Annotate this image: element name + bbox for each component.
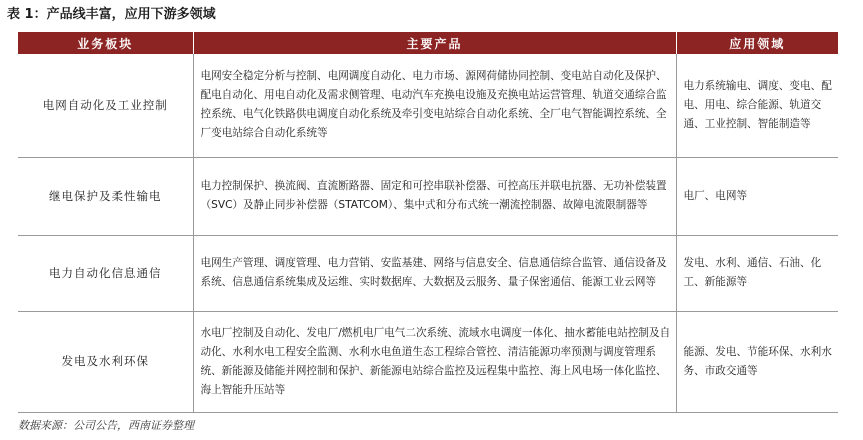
applications-cell: 电力系统输电、调度、变电、配电、用电、综合能源、轨道交通、工业控制、智能制造等: [676, 54, 838, 157]
table-title: 表 1：产品线丰富，应用下游多领域: [7, 7, 216, 22]
table-row: [18, 157, 838, 235]
table-row: [18, 311, 838, 412]
product-table: [18, 32, 838, 413]
products-cell: 电网生产管理、调度管理、电力营销、安监基建、网络与信息安全、信息通信综合监管、通信设备及系统、信息通信系统集成及运维、实时数据库、大数据及云服务、量子保密通信、能源工业云网等: [193, 235, 676, 311]
products-cell: 电力控制保护、换流阀、直流断路器、固定和可控串联补偿器、可控高压并联电抗器、无功补偿装置（SVC）及静止同步补偿器（STATCOM）、集中式和分布式统一潮流控制器、故障电流限制器等: [193, 157, 676, 235]
source-note: 数据来源：公司公告，西南证券整理: [18, 419, 194, 432]
segment-cell: 发电及水利环保: [18, 311, 193, 412]
segment-cell: 电力自动化信息通信: [18, 235, 193, 311]
applications-cell: 能源、发电、节能环保、水利水务、市政交通等: [676, 311, 838, 412]
table-row: [18, 235, 838, 311]
applications-cell: 电厂、电网等: [676, 157, 838, 235]
table-row: [18, 54, 838, 157]
table-header-row: [18, 32, 838, 54]
segment-cell: 电网自动化及工业控制: [18, 54, 193, 157]
products-cell: 电网安全稳定分析与控制、电网调度自动化、电力市场、源网荷储协同控制、变电站自动化及保护、配电自动化、用电自动化及需求侧管理、电动汽车充换电设施及充换电站运营管理、轨道交通综合监控系统、电气化铁路供电调度自动化系统及牵引变电站综合自动化系统、全厂电气智能调控系统、全厂变电站综合自动化系统等: [193, 54, 676, 157]
segment-cell: 继电保护及柔性输电: [18, 157, 193, 235]
header-segment: 业务板块: [18, 32, 193, 54]
header-applications: 应用领域: [676, 32, 838, 54]
header-products: 主要产品: [193, 32, 676, 54]
applications-cell: 发电、水利、通信、石油、化工、新能源等: [676, 235, 838, 311]
products-cell: 水电厂控制及自动化、发电厂/燃机电厂电气二次系统、流域水电调度一体化、抽水蓄能电站控制及自动化、水利水电工程安全监测、水利水电鱼道生态工程综合管控、清洁能源功率预测与调度管理系统、新能源及储能并网控制和保护、新能源电站综合监控及远程集中监控、海上风电场一体化监控、海上智能升压站等: [193, 311, 676, 412]
